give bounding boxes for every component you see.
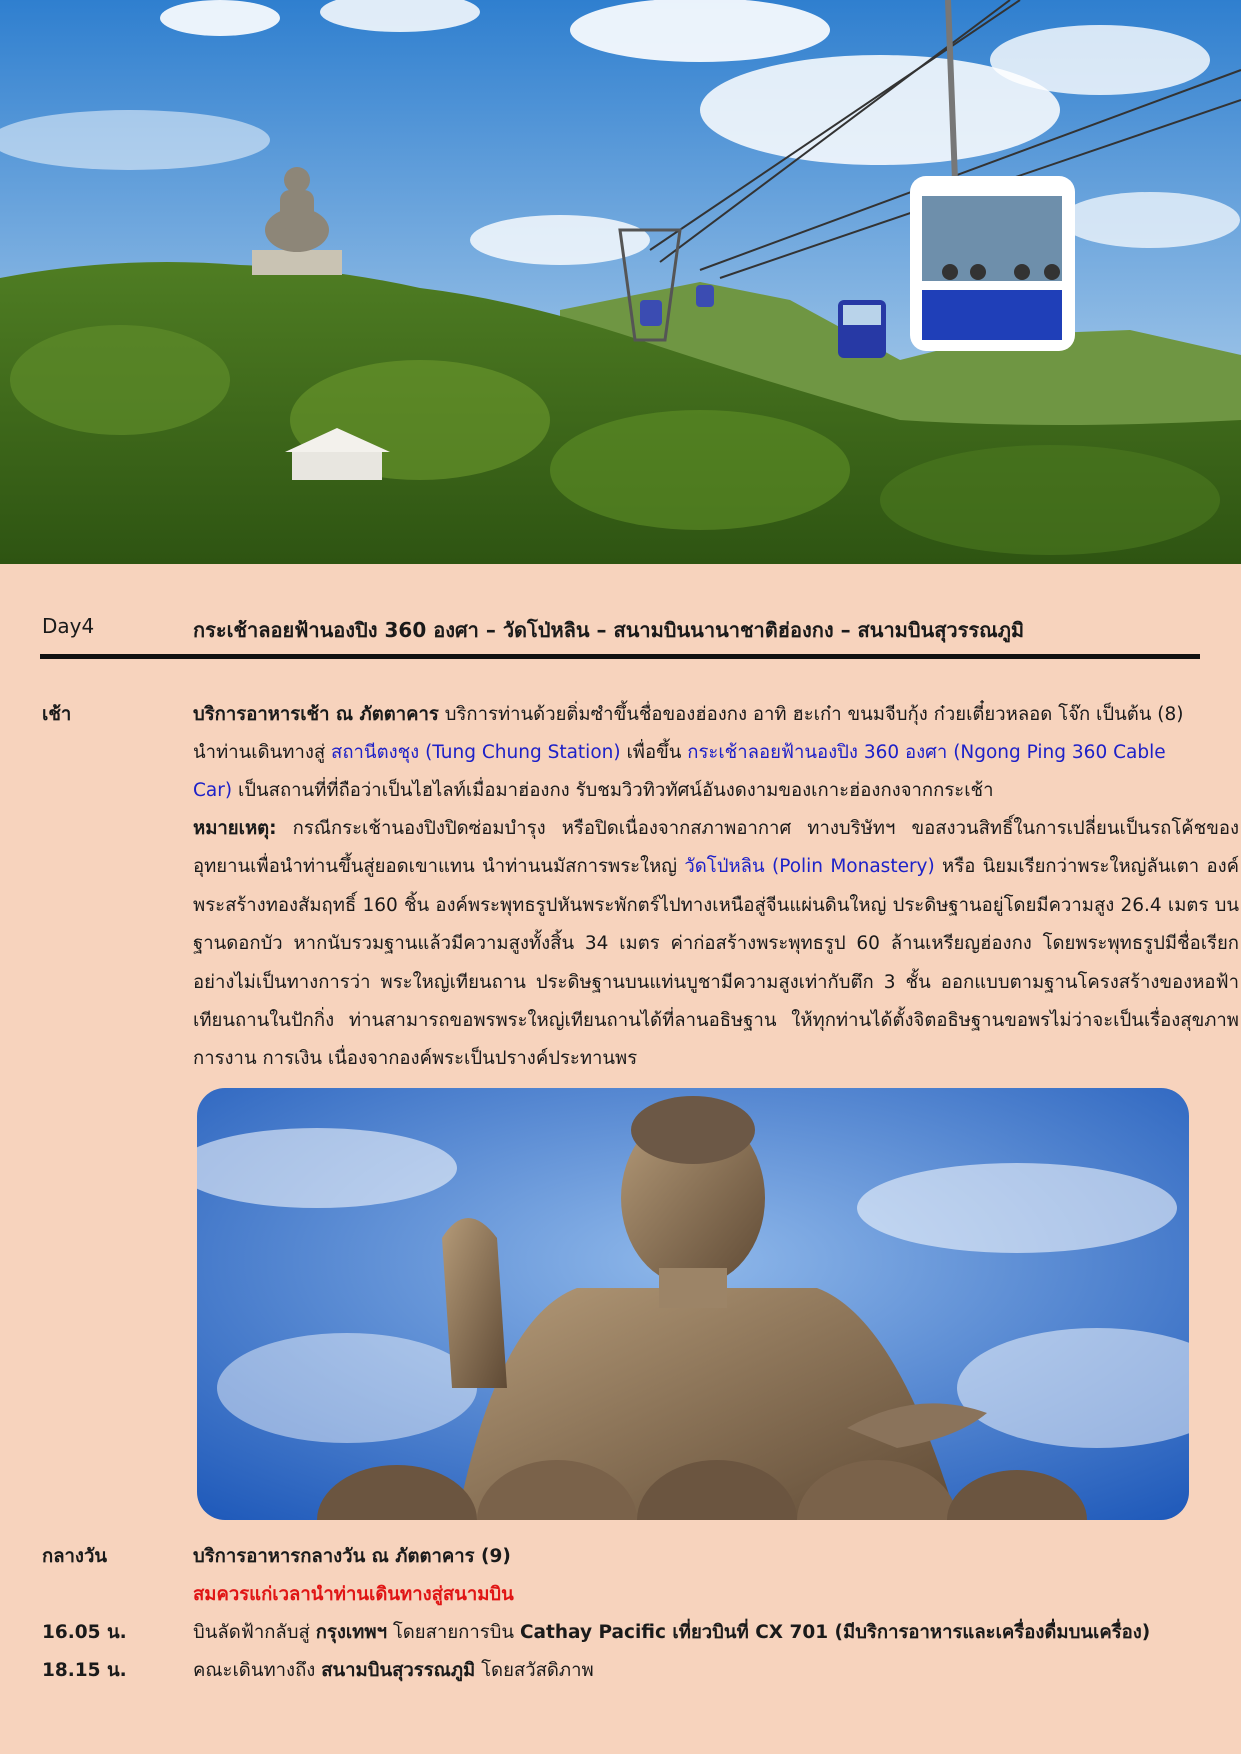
flight-airline: Cathay Pacific เที่ยวบินที่ CX 701 (มีบริการอาหารและเครื่องดื่มบนเครื่อง) [519,1622,1151,1643]
breakfast-text: บริการท่านด้วยติ่มซำขึ้นชื่อของฮ่องกง อาทิ ฮะเก๋า ขนมจีบกุ้ง ก๋วยเตี๋ยวหลอด โจ๊ก เป็นต้น (8) [438,704,1184,725]
cablecar-text: เป็นสถานที่ที่ถือว่าเป็นไฮไลท์เมื่อมาฮ่องกง รับชมวิวทิวทัศน์อันงดงามของเกาะฮ่องกงจากกระเช้า [232,780,994,801]
arrival-time: 18.15 น. [42,1660,127,1681]
big-buddha-photo [197,1088,1189,1520]
arrival-text-2: โดยสวัสดิภาพ [475,1660,594,1681]
cablecar-line [193,772,1239,810]
monastery-link[interactable]: วัดโป่หลิน (Polin Monastery) [684,856,935,878]
breakfast-line [193,696,1239,734]
hero-photo-cable-car [0,0,1241,564]
arrival-airport: สนามบินสุวรรณภูมิ [321,1660,476,1681]
header-divider [40,654,1200,659]
lunch-line: บริการอาหารกลางวัน ณ ภัตตาคาร (9) [193,1546,511,1567]
travel-line [193,734,1239,772]
flight-time: 16.05 น. [42,1622,127,1643]
travel-mid: เพื่อขึ้น [620,742,688,763]
note-label: หมายเหตุ: [193,818,277,839]
cablecar-link[interactable]: กระเช้าลอยฟ้านองปิง 360 องศา (Ngong Ping 360 Cable [687,742,1166,763]
airport-note: สมควรแก่เวลานำท่านเดินทางสู่สนามบิน [193,1584,514,1605]
day-number: Day4 [42,614,95,638]
note-paragraph [193,810,1239,1079]
midday-label: กลางวัน [42,1546,107,1567]
flight-text-2: โดยสายการบิน [386,1622,520,1643]
morning-label: เช้า [42,704,72,725]
flight-destination: กรุงเทพฯ [315,1622,387,1643]
cablecar-link-cont[interactable]: Car) [193,780,233,801]
station-link[interactable]: สถานีตงชุง (Tung Chung Station) [331,742,621,763]
day-route-title: กระเช้าลอยฟ้านองปิง 360 องศา – วัดโป่หลิน – สนามบินนานาชาติฮ่องกง – สนามบินสุวรรณภูมิ [193,618,1025,642]
breakfast-title: บริการอาหารเช้า ณ ภัตตาคาร [193,704,439,725]
travel-prefix: นำท่านเดินทางสู่ [193,742,332,763]
monastery-text: หรือ นิยมเรียกว่าพระใหญ่ลันเตา องค์พระสร้างทองสัมฤทธิ์ 160 ชิ้น องค์พระพุทธรูปหันพระพักตร์ไปทางเหนือสู่จีนแผ่นดินใหญ่ ประดิษฐานอยู่โดยมีความสูง 26.4 เมตร บนฐานดอกบัว หากนับรวมฐานแล้วมีความสูงทั้งสิ้น 34 เมตร ค่าก่อสร้างพระพุทธรูป 60 ล้านเหรียญฮ่องกง โดยพระพุทธรูปมีชื่อเรียกอย่างไม่เป็นทางการว่า พระใหญ่เทียนถาน ประดิษฐานบนแท่นบูชามีความสูงเท่ากับตึก 3 ชั้น ออกแบบตามฐานโครงสร้างของหอฟ้าเทียนถานในปักกิ่ง ท่านสามารถขอพรพระใหญ่เทียนถานได้ที่ลานอธิษฐาน ให้ทุกท่านได้ตั้งจิตอธิษฐานขอพรไม่ว่าจะเป็นเรื่องสุขภาพ การงาน การเงิน เนื่องจากองค์พระเป็นปรางค์ประทานพร [193,856,1239,1070]
day-header [42,614,1202,646]
note-text: กรณีกระเช้านองปิงปิดซ่อมบำรุง หรือปิดเนื่องจากสภาพอากาศ ทางบริษัทฯ ขอสงวนสิทธิ์ในการเปลี่ยนเป็นรถโค้ชของอุทยานเพื่อนำท่านขึ้นสู่ยอดเขาแทน นำท่านนมัสการพระใหญ่ [193,818,1239,878]
flight-line [193,1614,1239,1652]
flight-text-1: บินลัดฟ้ากลับสู่ [193,1622,316,1643]
arrival-line [193,1652,1239,1690]
arrival-text-1: คณะเดินทางถึง [193,1660,322,1681]
